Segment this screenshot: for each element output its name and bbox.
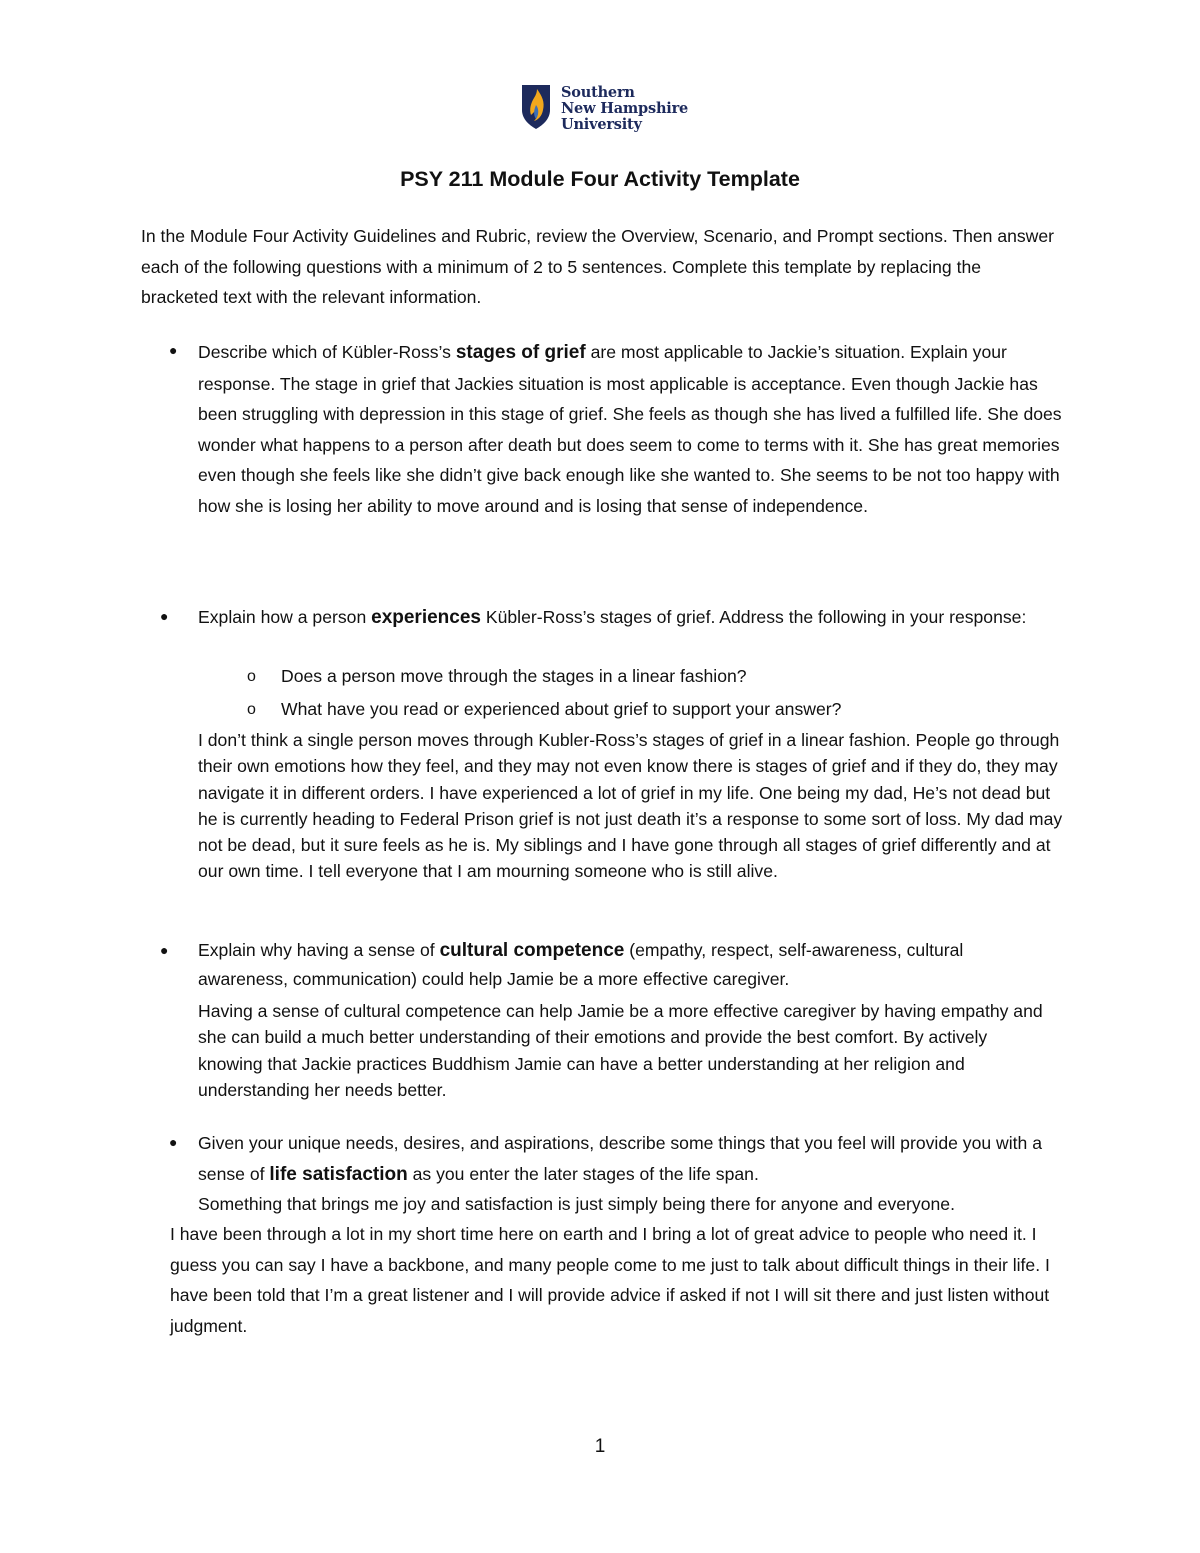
- q3-prompt-start: Explain why having a sense of: [198, 940, 440, 960]
- sub-bullet-2: o: [247, 701, 256, 718]
- q4-answer-first-line: Something that brings me joy and satisfaction is just simply being there for anyone and everyone.: [198, 1194, 955, 1214]
- university-name: [561, 85, 688, 133]
- q2-subquestion-1: Does a person move through the stages in a linear fashion?: [281, 666, 747, 686]
- intro-paragraph: In the Module Four Activity Guidelines and Rubric, review the Overview, Scenario, and Prompt sections. Then answer each of the following questions with a minimum of 2 to 5 sentences. Complete this template by replacing the bracketed text with the relevant information.: [141, 226, 1055, 307]
- page-number: 1: [594, 1436, 606, 1457]
- q1-prompt-start: Describe which of Kübler-Ross’s: [198, 342, 456, 362]
- flame-shield-icon: [521, 84, 551, 130]
- university-logo: [521, 84, 688, 133]
- q1-keyword: stages of grief: [455, 342, 586, 363]
- question-1: [198, 337, 1068, 521]
- document-title: PSY 211 Module Four Activity Template: [400, 167, 800, 191]
- question-4: [198, 1128, 1068, 1190]
- bullet-1: ●: [169, 342, 178, 358]
- q1-prompt-end: are most applicable to Jackie’s situation. Explain your response.: [198, 342, 1007, 394]
- q2-prompt-end: Kübler-Ross’s stages of grief. Address the following in your response:: [480, 607, 1027, 627]
- logo-line-1: Southern: [561, 84, 635, 101]
- logo-line-3: University: [561, 116, 642, 133]
- q3-keyword: cultural competence: [439, 940, 625, 961]
- q4-answer: I have been through a lot in my short time here on earth and I bring a lot of great advice to people who need it. I guess you can say I have a backbone, and many people come to me just to talk about difficult things in their life. I have been told that I’m a great listener and I will provide advice if asked if not I will sit there and just listen without judgment.: [170, 1224, 1050, 1336]
- bullet-2: ●: [160, 608, 169, 624]
- q2-answer: I don’t think a single person moves through Kubler-Ross’s stages of grief in a linear fashion. People go through their own emotions how they feel, and they may not even know there is stages of grief and if they do, they may navigate it in different orders. I have experienced a lot of grief in my life. One being my dad, He’s not dead but he is currently heading to Federal Prison grief is not just death it’s a response to some sort of loss. My dad may not be dead, but it sure feels as he is. My siblings and I have gone through all stages of grief differently and at our own time. I tell everyone that I am mourning someone who is still alive.: [198, 730, 1063, 882]
- logo-line-2: New Hampshire: [561, 100, 689, 117]
- bullet-4: ●: [169, 1134, 178, 1150]
- q4-keyword: life satisfaction: [269, 1163, 408, 1185]
- q2-subquestion-2: What have you read or experienced about grief to support your answer?: [281, 699, 842, 719]
- q2-keyword: experiences: [371, 607, 481, 628]
- q1-answer: The stage in grief that Jackies situation is most applicable is acceptance. Even though Jackie has been struggling with depression in this stage of grief. She feels as though she has lived a fulfilled life. She does wonder what happens to a person after death but does seem to come to terms with it. She has great memories even though she feels like she didn’t give back enough like she wanted to. She seems to be not too happy with how she is losing her ability to move around and is losing that sense of independence.: [198, 373, 1062, 516]
- q4-prompt-end: as you enter the later stages of the life span.: [407, 1163, 759, 1184]
- sub-bullet-1: o: [247, 668, 256, 685]
- q3-prompt-end: (empathy, respect, self-awareness, cultural awareness, communication) could help Jamie be a more effective caregiver.: [198, 940, 964, 989]
- bullet-3: ●: [160, 942, 169, 958]
- q2-prompt-start: Explain how a person: [198, 607, 372, 627]
- q3-answer: Having a sense of cultural competence can help Jamie be a more effective caregiver by having empathy and she can build a much better understanding of their emotions and provide the best comfort. By actively knowing that Jackie practices Buddhism Jamie can have a better understanding at her religion and understanding her needs better.: [198, 1001, 1043, 1100]
- question-2: [198, 603, 1058, 632]
- question-3: [198, 936, 1058, 994]
- q4-prompt-start: Given your unique needs, desires, and aspirations, describe some things that you feel will provide you with a sense of: [198, 1133, 1042, 1184]
